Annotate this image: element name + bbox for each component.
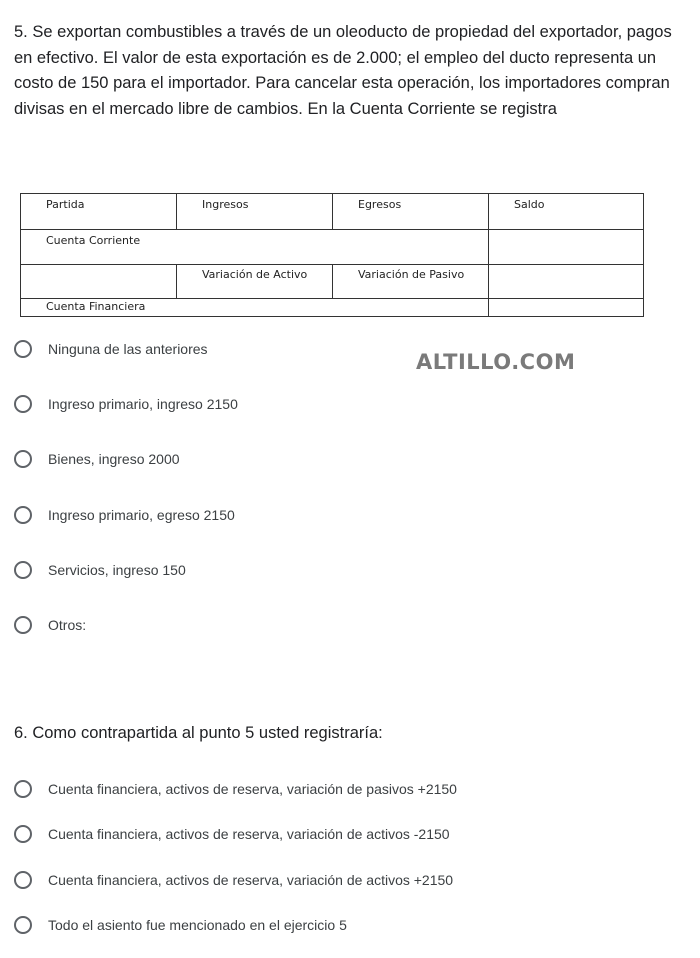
option-label: Ninguna de las anteriores bbox=[48, 341, 208, 357]
table-cell-empty bbox=[489, 265, 644, 299]
question-6-text: 6. Como contrapartida al punto 5 usted registraría: bbox=[14, 724, 383, 742]
table-header-partida: Partida bbox=[21, 194, 177, 230]
balance-table bbox=[20, 193, 644, 317]
table-cell-empty bbox=[489, 299, 644, 317]
option-q6-activos-minus[interactable] bbox=[14, 822, 450, 846]
table-cell-financial-account: Cuenta Financiera bbox=[21, 299, 489, 317]
radio-icon[interactable] bbox=[14, 780, 32, 798]
radio-icon[interactable] bbox=[14, 395, 32, 413]
option-q5-ingreso-primario-ingreso[interactable] bbox=[14, 392, 238, 416]
table-header-variation-liabilities: Variación de Pasivo bbox=[333, 265, 489, 299]
radio-icon[interactable] bbox=[14, 506, 32, 524]
option-label: Cuenta financiera, activos de reserva, variación de activos +2150 bbox=[48, 872, 454, 888]
option-q5-ingreso-primario-egreso[interactable] bbox=[14, 503, 235, 527]
table-header-variation-assets: Variación de Activo bbox=[177, 265, 333, 299]
radio-icon[interactable] bbox=[14, 340, 32, 358]
option-label: Ingreso primario, ingreso 2150 bbox=[48, 396, 238, 412]
table-cell-empty bbox=[489, 230, 644, 265]
radio-icon[interactable] bbox=[14, 825, 32, 843]
option-label: Todo el asiento fue mencionado en el ejercicio 5 bbox=[48, 917, 347, 933]
table-cell-empty bbox=[21, 265, 177, 299]
table-header-saldo: Saldo bbox=[489, 194, 644, 230]
option-label: Otros: bbox=[48, 617, 87, 633]
radio-icon[interactable] bbox=[14, 916, 32, 934]
option-label: Cuenta financiera, activos de reserva, variación de activos -2150 bbox=[48, 826, 450, 842]
option-q6-todo-mencionado[interactable] bbox=[14, 913, 347, 937]
option-q6-pasivos-plus[interactable] bbox=[14, 777, 457, 801]
option-label: Servicios, ingreso 150 bbox=[48, 562, 186, 578]
option-q6-activos-plus[interactable] bbox=[14, 868, 453, 892]
radio-icon[interactable] bbox=[14, 616, 32, 634]
table-header-egresos: Egresos bbox=[333, 194, 489, 230]
option-q5-servicios-ingreso[interactable] bbox=[14, 558, 186, 582]
table-cell-current-account: Cuenta Corriente bbox=[21, 230, 489, 265]
option-label: Cuenta financiera, activos de reserva, variación de pasivos +2150 bbox=[48, 781, 457, 797]
option-label: Bienes, ingreso 2000 bbox=[48, 451, 180, 467]
option-q5-bienes-ingreso[interactable] bbox=[14, 447, 180, 471]
radio-icon[interactable] bbox=[14, 561, 32, 579]
radio-icon[interactable] bbox=[14, 871, 32, 889]
option-q5-ninguna[interactable] bbox=[14, 337, 208, 361]
option-q5-otros[interactable] bbox=[14, 613, 86, 637]
option-label: Ingreso primario, egreso 2150 bbox=[48, 507, 235, 523]
watermark-logo: ALTILLO.COM bbox=[416, 350, 576, 374]
question-5-text: 5. Se exportan combustibles a través de un oleoducto de propiedad del exportador, pagos en efectivo. El valor de esta exportación es de 2.000; el empleo del ducto representa un costo de 150 para el importador. Para cancelar esta operación, los importadores compran divisas en el mercado libre de cambios. En la Cuenta Corriente se registra bbox=[14, 23, 672, 118]
table-header-ingresos: Ingresos bbox=[177, 194, 333, 230]
radio-icon[interactable] bbox=[14, 450, 32, 468]
